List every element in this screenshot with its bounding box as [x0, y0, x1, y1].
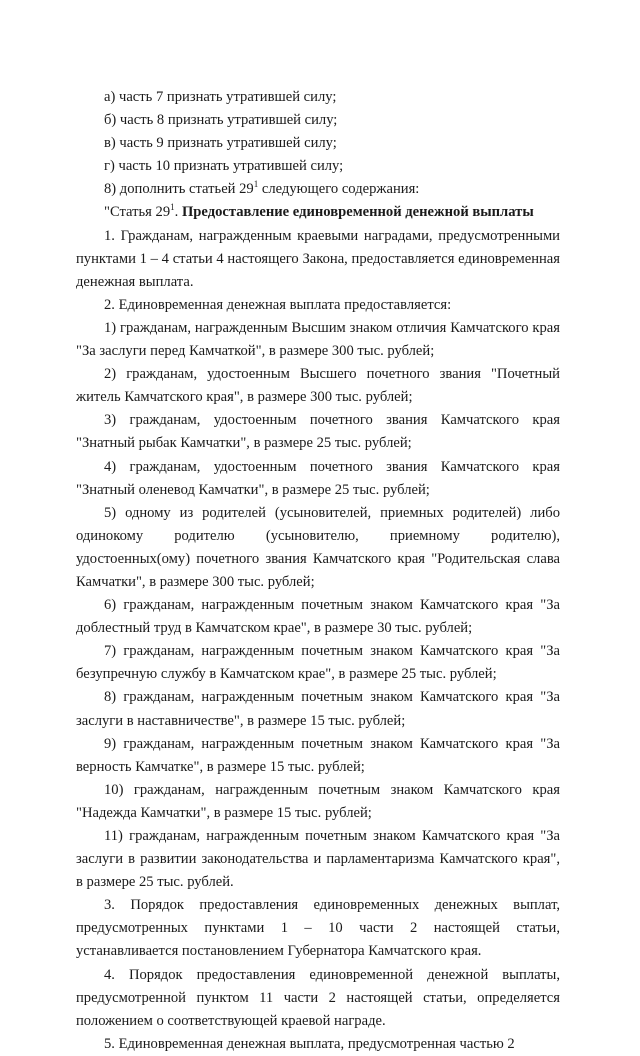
list-item-1: 1) гражданам, награжденным Высшим знаком отличия Камчатского края "За заслуги перед Камчаткой", в размере 300 тыс. рублей;	[76, 319, 560, 360]
paragraph-part-3: 3. Порядок предоставления единовременных денежных выплат, предусмотренных пунктами 1 – 10 части 2 настоящей статьи, устанавливается постановлением Губернатора Камчатского края.	[76, 897, 560, 960]
item8-text-before: 8) дополнить статьей 29	[104, 181, 254, 198]
list-item-6: 6) гражданам, награжденным почетным знаком Камчатского края "За доблестный труд в Камчатском крае", в размере 30 тыс. рублей;	[76, 597, 560, 637]
amendment-item-v: в) часть 9 признать утратившей силу;	[104, 135, 337, 152]
paragraph-part-5: 5. Единовременная денежная выплата, предусмотренная частью 2	[104, 1035, 515, 1052]
amendment-item-g: г) часть 10 признать утратившей силу;	[104, 158, 344, 175]
list-item-3: 3) гражданам, удостоенным почетного звания Камчатского края "Знатный рыбак Камчатки", в размере 25 тыс. рублей;	[76, 412, 560, 452]
list-item-8: 8) гражданам, награжденным почетным знаком Камчатского края "За заслуги в наставничестве", в размере 15 тыс. рублей;	[76, 689, 560, 729]
paragraph-part-2: 2. Единовременная денежная выплата предоставляется:	[104, 296, 452, 313]
article-heading	[76, 201, 560, 224]
amendment-item-b: б) часть 8 признать утратившей силу;	[104, 112, 338, 129]
article-heading-superscript: 1	[170, 202, 175, 213]
list-item-10: 10) гражданам, награжденным почетным знаком Камчатского края "Надежда Камчатки", в размере 15 тыс. рублей;	[76, 781, 560, 821]
list-item-7: 7) гражданам, награжденным почетным знаком Камчатского края "За безупречную службу в Камчатском крае", в размере 25 тыс. рублей;	[76, 643, 560, 683]
list-item-11: 11) гражданам, награжденным почетным знаком Камчатского края "За заслуги в развитии законодательства и парламентаризма Камчатского края", в размере 25 тыс. рублей.	[76, 828, 560, 891]
paragraph-part-4: 4. Порядок предоставления единовременной денежной выплаты, предусмотренной пунктом 11 части 2 настоящей статьи, определяется положением о соответствующей краевой награде.	[76, 966, 560, 1029]
amendment-item-a: а) часть 7 признать утратившей силу;	[104, 89, 337, 105]
item8-text-after: следующего содержания:	[258, 181, 420, 198]
article-heading-dot: .	[174, 204, 182, 221]
item8-superscript: 1	[253, 179, 259, 190]
article-heading-title: Предоставление единовременной денежной выплаты	[181, 204, 534, 221]
list-item-9: 9) гражданам, награжденным почетным знаком Камчатского края "За верность Камчатке", в размере 15 тыс. рублей;	[76, 735, 560, 775]
list-item-5: 5) одному из родителей (усыновителей, приемных родителей) либо одинокому родителю (усыновителю, приемному родителю), удостоенных(ому) почетного звания Камчатского края "Родительская слава Камчатки", в размере 300 тыс. рублей;	[76, 504, 560, 590]
document-page	[76, 86, 560, 1056]
amendment-item-8	[76, 178, 560, 201]
article-heading-prefix: "Статья 29	[104, 204, 171, 221]
list-item-2: 2) гражданам, удостоенным Высшего почетного звания "Почетный житель Камчатского края", в размере 300 тыс. рублей;	[76, 366, 560, 406]
list-item-4: 4) гражданам, удостоенным почетного звания Камчатского края "Знатный оленевод Камчатки", в размере 25 тыс. рублей;	[76, 458, 560, 498]
paragraph-part-1: 1. Гражданам, награжденным краевыми наградами, предусмотренными пунктами 1 – 4 статьи 4 настоящего Закона, предоставляется единовременная денежная выплата.	[76, 227, 560, 290]
